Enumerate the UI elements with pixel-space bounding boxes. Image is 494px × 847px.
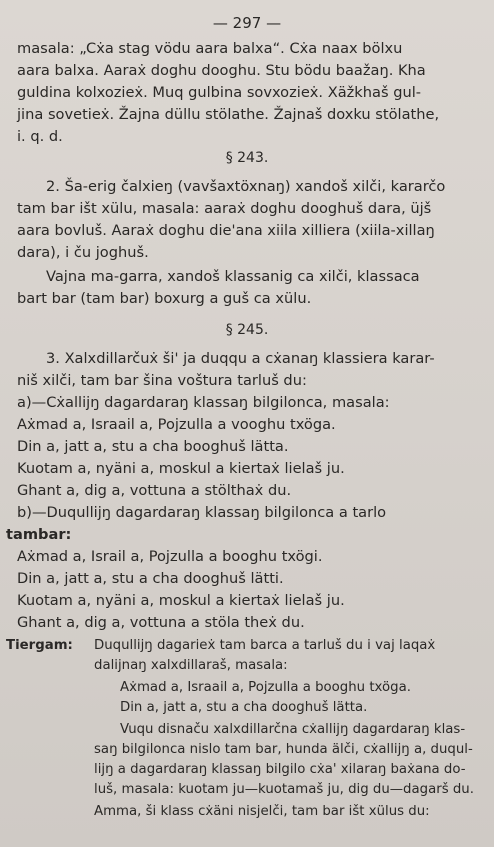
text-line: i. q. d. xyxy=(17,128,63,145)
note-line: saŋ bilgilonca nislo tam bar, hunda älči, cẋallijŋ a, duqul- xyxy=(94,742,473,757)
text-line: guldina kolxozieẋ. Muq gulbina sovxozieẋ. Xäžkhaš gul- xyxy=(17,84,422,101)
text-line: jina sovetieẋ. Žajna düllu stölathe. Žajnaš doxku stölathe, xyxy=(17,106,440,123)
text-line: bart bar (tam bar) boxurg a guš ca xülu. xyxy=(17,290,312,307)
text-line: 3. Xalxdillarčuẋ ši' ja duqqu a cẋanaŋ klassiera karar- xyxy=(46,350,435,367)
note-line: dalijnaŋ xalxdillaraš, masala: xyxy=(94,658,288,673)
section-heading: § 245. xyxy=(225,322,269,338)
note-line: luš, masala: kuotam ju—kuotamaš ju, dig du—dagarš du. xyxy=(94,782,474,797)
text-line: Aẋmad a, Israail a, Pojzulla a vooghu txöga. xyxy=(17,416,336,433)
note-line: Din a, jatt a, stu a cha dooghuš lätta. xyxy=(120,700,368,715)
text-line: tam bar išt xülu, masala: aaraẋ doghu dooghuš dara, üjš xyxy=(17,200,432,217)
text-line: Ghant a, dig a, vottuna a stöla theẋ du. xyxy=(17,614,305,631)
text-line: Aẋmad a, Israil a, Pojzulla a booghu txögi. xyxy=(17,548,323,565)
text-line: dara), i ču joghuš. xyxy=(17,244,149,261)
text-line: b)—Duqullijŋ dagardaraŋ klassaŋ bilgilonca a tarlo xyxy=(17,504,387,521)
text-line: Din a, jatt a, stu a cha dooghuš lätti. xyxy=(17,570,284,587)
text-line: Ghant a, dig a, vottuna a stölthaẋ du. xyxy=(17,482,292,499)
text-line: Vajna ma-garra, xandoš klassanig ca xilči, klassaca xyxy=(46,268,420,285)
note-label: Tiergam: xyxy=(6,638,73,653)
text-line: a)—Cẋallijŋ dagardaraŋ klassaŋ bilgilonca, masala: xyxy=(17,394,390,411)
note-line: Aẋmad a, Israail a, Pojzulla a booghu txöga. xyxy=(120,680,411,695)
text-line: Kuotam a, nyäni a, moskul a kiertaẋ lielaš ju. xyxy=(17,460,345,477)
section-heading: § 243. xyxy=(225,150,269,166)
note-line: lijŋ a dagardaraŋ klassaŋ bilgilo cẋa' xilaraŋ baẋana do- xyxy=(94,762,466,777)
note-line: Duqullijŋ dagarieẋ tam barca a tarluš du i vaj laqaẋ xyxy=(94,638,436,653)
text-line: Din a, jatt a, stu a cha booghuš lätta. xyxy=(17,438,289,455)
note-line: Amma, ši klass cẋäni nisjelči, tam bar išt xülus du: xyxy=(94,804,430,819)
text-line: tambar: xyxy=(6,526,72,543)
text-line: aara bovluš. Aaraẋ doghu die'ana xiila xilliera (xiila-xillaŋ xyxy=(17,222,435,239)
text-line: 2. Ša-erig čalxieŋ (vavšaxtöxnaŋ) xandoš xilči, kararčo xyxy=(46,178,446,195)
text-line: Kuotam a, nyäni a, moskul a kiertaẋ lielaš ju. xyxy=(17,592,345,609)
text-line: niš xilči, tam bar šina voštura tarluš du: xyxy=(17,372,307,389)
page-number: — 297 — xyxy=(212,14,282,32)
text-line: aara balxa. Aaraẋ doghu dooghu. Stu bödu baažaŋ. Kha xyxy=(17,62,426,79)
note-line: Vuqu disnaču xalxdillarčna cẋallijŋ dagardaraŋ klas- xyxy=(120,722,466,737)
text-line: masala: „Cẋa stag vödu aara balxa“. Cẋa naax bölxu xyxy=(17,40,403,57)
